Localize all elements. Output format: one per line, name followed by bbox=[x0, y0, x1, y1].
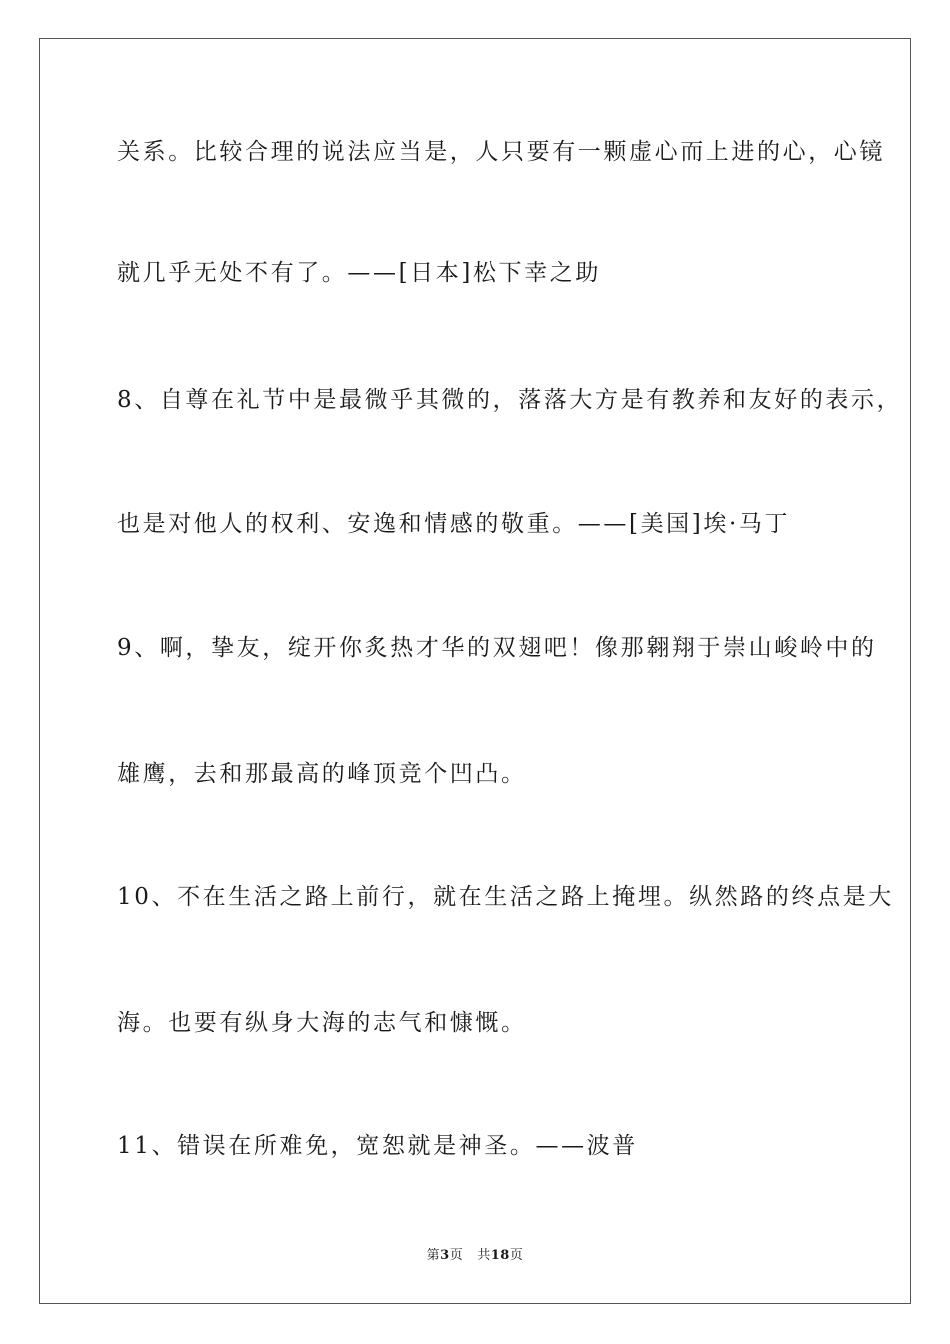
footer-total-suffix: 页 bbox=[509, 1248, 524, 1263]
footer-total-prefix: 共 bbox=[477, 1248, 491, 1263]
text-line: 8、自尊在礼节中是最微乎其微的，落落大方是有教养和友好的表示， bbox=[117, 387, 903, 413]
current-page-number: 3 bbox=[440, 1248, 450, 1263]
text-line: 就几乎无处不有了。——[日本]松下幸之助 bbox=[117, 260, 601, 286]
footer-page-suffix: 页 bbox=[449, 1248, 464, 1263]
page-footer bbox=[0, 1247, 950, 1265]
text-line: 也是对他人的权利、安逸和情感的敬重。——[美国]埃·马丁 bbox=[117, 511, 791, 537]
total-pages-number: 18 bbox=[490, 1248, 510, 1263]
text-line: 11、错误在所难免，宽恕就是神圣。——波普 bbox=[117, 1133, 638, 1159]
text-line: 10、不在生活之路上前行，就在生活之路上掩埋。纵然路的终点是大 bbox=[117, 884, 894, 910]
footer-prefix: 第 bbox=[426, 1248, 441, 1263]
text-line: 海。也要有纵身大海的志气和慷慨。 bbox=[117, 1010, 527, 1036]
text-line: 关系。比较合理的说法应当是，人只要有一颗虚心而上进的心，心镜 bbox=[117, 139, 885, 165]
page-border bbox=[39, 38, 911, 1304]
text-line: 9、啊，挚友，绽开你炙热才华的双翅吧！像那翱翔于崇山峻岭中的 bbox=[117, 635, 877, 661]
text-line: 雄鹰，去和那最高的峰顶竞个凹凸。 bbox=[117, 761, 527, 787]
